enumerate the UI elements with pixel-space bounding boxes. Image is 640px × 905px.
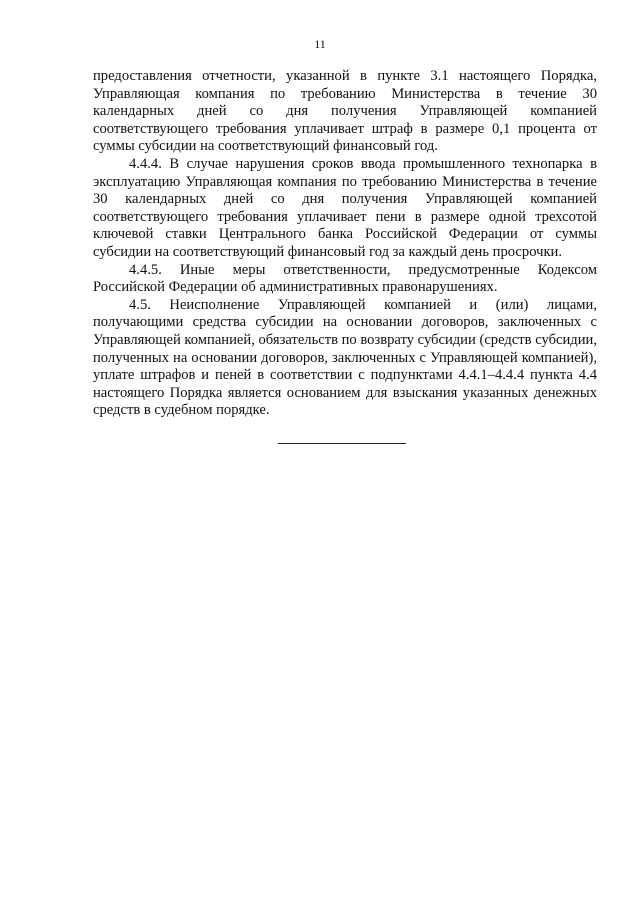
paragraph-4-4-5: 4.4.5. Иные меры ответственности, предусмотренные Кодексом Российской Федерации об административных правонарушениях. <box>93 261 597 296</box>
document-body <box>93 68 597 420</box>
paragraph-4-5: 4.5. Неисполнение Управляющей компанией и (или) лицами, получающими средства субсидии на основании договоров, заключенных с Управляющей компанией, обязательств по возврату субсидии (средств субсидии, полученных на основании договоров, заключенных с Управляющей компанией), уплате штрафов и пеней в соответствии с подпунктами 4.4.1–4.4.4 пункта 4.4 настоящего Порядка является основанием для взыскания указанных денежных средств в судебном порядке. <box>93 296 597 419</box>
paragraph-continuation: предоставления отчетности, указанной в пункте 3.1 настоящего Порядка, Управляющая компания по требованию Министерства в течение 30 календарных дней со дня получения Управляющей компанией соответствующего требования уплачивает штраф в размере 0,1 процента от суммы субсидии на соответствующий финансовый год. <box>93 68 597 155</box>
end-of-document-rule <box>278 443 406 444</box>
page-number: 11 <box>314 37 326 51</box>
paragraph-4-4-4: 4.4.4. В случае нарушения сроков ввода промышленного технопарка в эксплуатацию Управляющая компания по требованию Министерства в течение 30 календарных дней со дня получения Управляющей компанией соответствующего требования уплачивает пени в размере одной трехсотой ключевой ставки Центрального банка Российской Федерации от суммы субсидии на соответствующий финансовый год за каждый день просрочки. <box>93 155 597 260</box>
